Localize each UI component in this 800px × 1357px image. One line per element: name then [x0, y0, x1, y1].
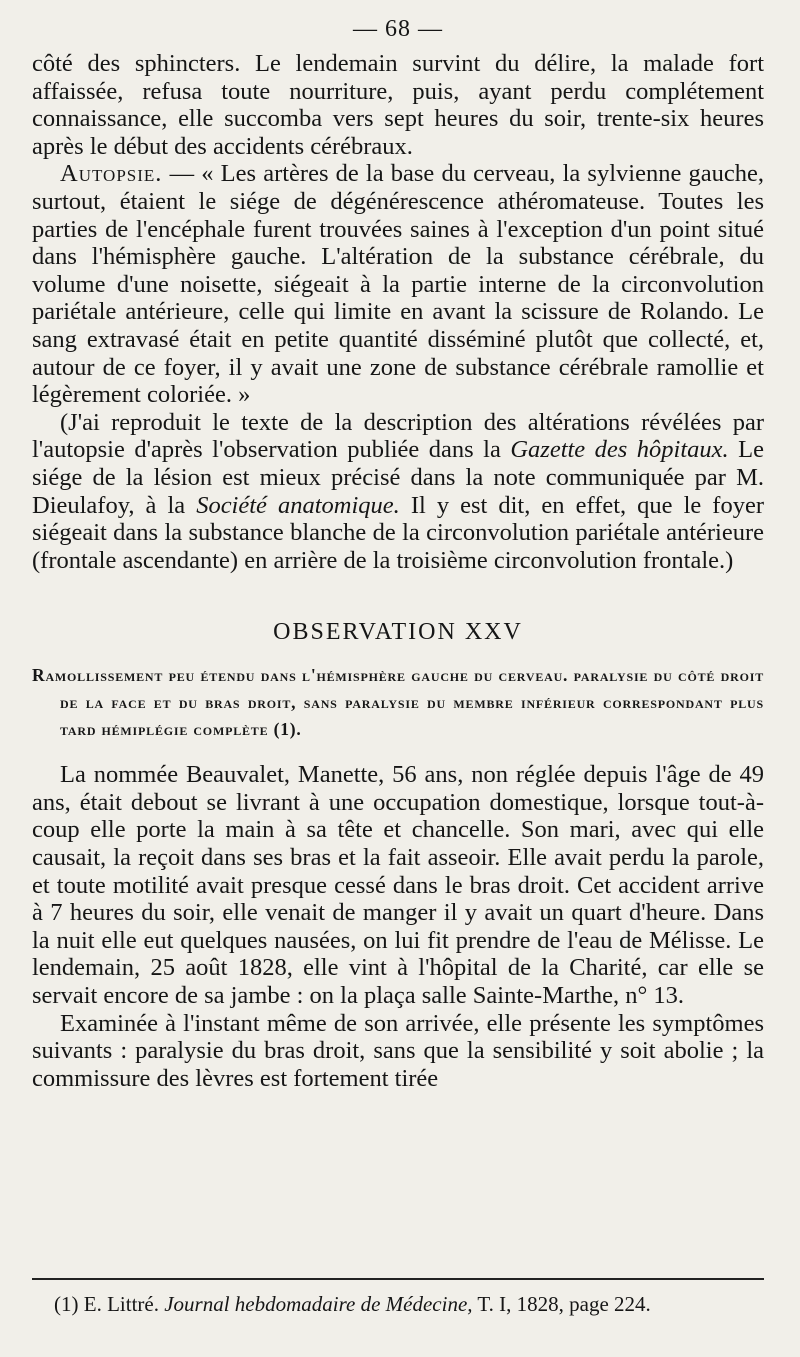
footnote-divider: [32, 1278, 764, 1280]
footnote-journal: Journal hebdomadaire de Médecine,: [164, 1292, 473, 1316]
footnote-marker: (1): [54, 1292, 79, 1316]
societe-title: Société anatomique.: [196, 491, 400, 519]
note-text-a: (J'ai reproduit le texte de la description des altérations révélées par l'autopsie d'après l'observation publiée dans la: [32, 408, 764, 464]
footnote: [32, 1292, 764, 1316]
gazette-title: Gazette des hôpitaux.: [510, 436, 729, 464]
paragraph-1: côté des sphincters. Le lendemain survint du délire, la malade fort affaissée, refusa toute nourriture, puis, ayant perdu complétement connaissance, elle succomba vers sept heures du soir, trente-six heures après le début des accidents cérébraux.: [32, 50, 764, 160]
paragraph-examination: Examinée à l'instant même de son arrivée, elle présente les symptômes suivants : paralysie du bras droit, sans que la sensibilité y soit abolie ; la commissure des lèvres est fortement tirée: [32, 1009, 764, 1092]
note-text-c: Il y est dit, en effet, que le foyer siégeait dans la substance blanche de la circonvolution pariétale antérieure (frontale ascendante) en arrière de la troisième circonvolution frontale.): [32, 491, 764, 574]
page-number: — 68 —: [353, 16, 443, 42]
footnote-rest: T. I, 1828, page 224.: [472, 1292, 651, 1316]
paragraph-note: [32, 409, 764, 575]
summary-text: Ramollissement peu étendu dans l'hémisphère gauche du cerveau. paralysie du côté droit de la face et du bras droit, sans paralysie du membre inférieur correspondant plus tard hémiplégie complète (1).: [32, 665, 764, 740]
paragraph-case: La nommée Beauvalet, Manette, 56 ans, non réglée depuis l'âge de 49 ans, était debout se livrant à une occupation domestique, lorsque tout-à-coup elle porte la main à sa tête et chancelle. Son mari, avec qui elle causait, la reçoit dans ses bras et la fait asseoir. Elle avait perdu la parole, et toute motilité avait presque cessé dans le bras droit. Cet accident arrive à 7 heures du soir, elle venait de manger il y avait un quart d'heure. Dans la nuit elle eut quelques nausées, on lui fit prendre de l'eau de Mélisse. Le lendemain, 25 août 1828, elle vint à l'hôpital de la Charité, car elle se servait encore de sa jambe : on la plaça salle Sainte-Marthe, n° 13.: [32, 761, 764, 1010]
observation-heading: OBSERVATION XXV: [273, 619, 523, 646]
observation-summary: [32, 662, 764, 743]
note-text-b: Le siége de la lésion est mieux précisé dans la note communiquée par M. Dieulafoy, à la: [32, 436, 764, 519]
paragraph-autopsie: [32, 160, 764, 408]
autopsie-label: Autopsie.: [60, 160, 163, 188]
footnote-author: E. Littré.: [78, 1292, 165, 1316]
autopsie-text: — « Les artères de la base du cerveau, la sylvienne gauche, surtout, étaient le siége de dégénérescence athéromateuse. Toutes les parties de l'encéphale furent trouvées saines à l'exception d'un point situé dans l'hémisphère gauche. L'altération de la substance cérébrale, du volume d'une noisette, siégeait à la partie interne de la circonvolution pariétale antérieure, celle qui limite en avant la scissure de Rolando. Le sang extravasé était en petite quantité disséminé plutôt que collecté, et, autour de ce foyer, il y avait une zone de substance cérébrale ramollie et légèrement coloriée. »: [32, 160, 764, 409]
